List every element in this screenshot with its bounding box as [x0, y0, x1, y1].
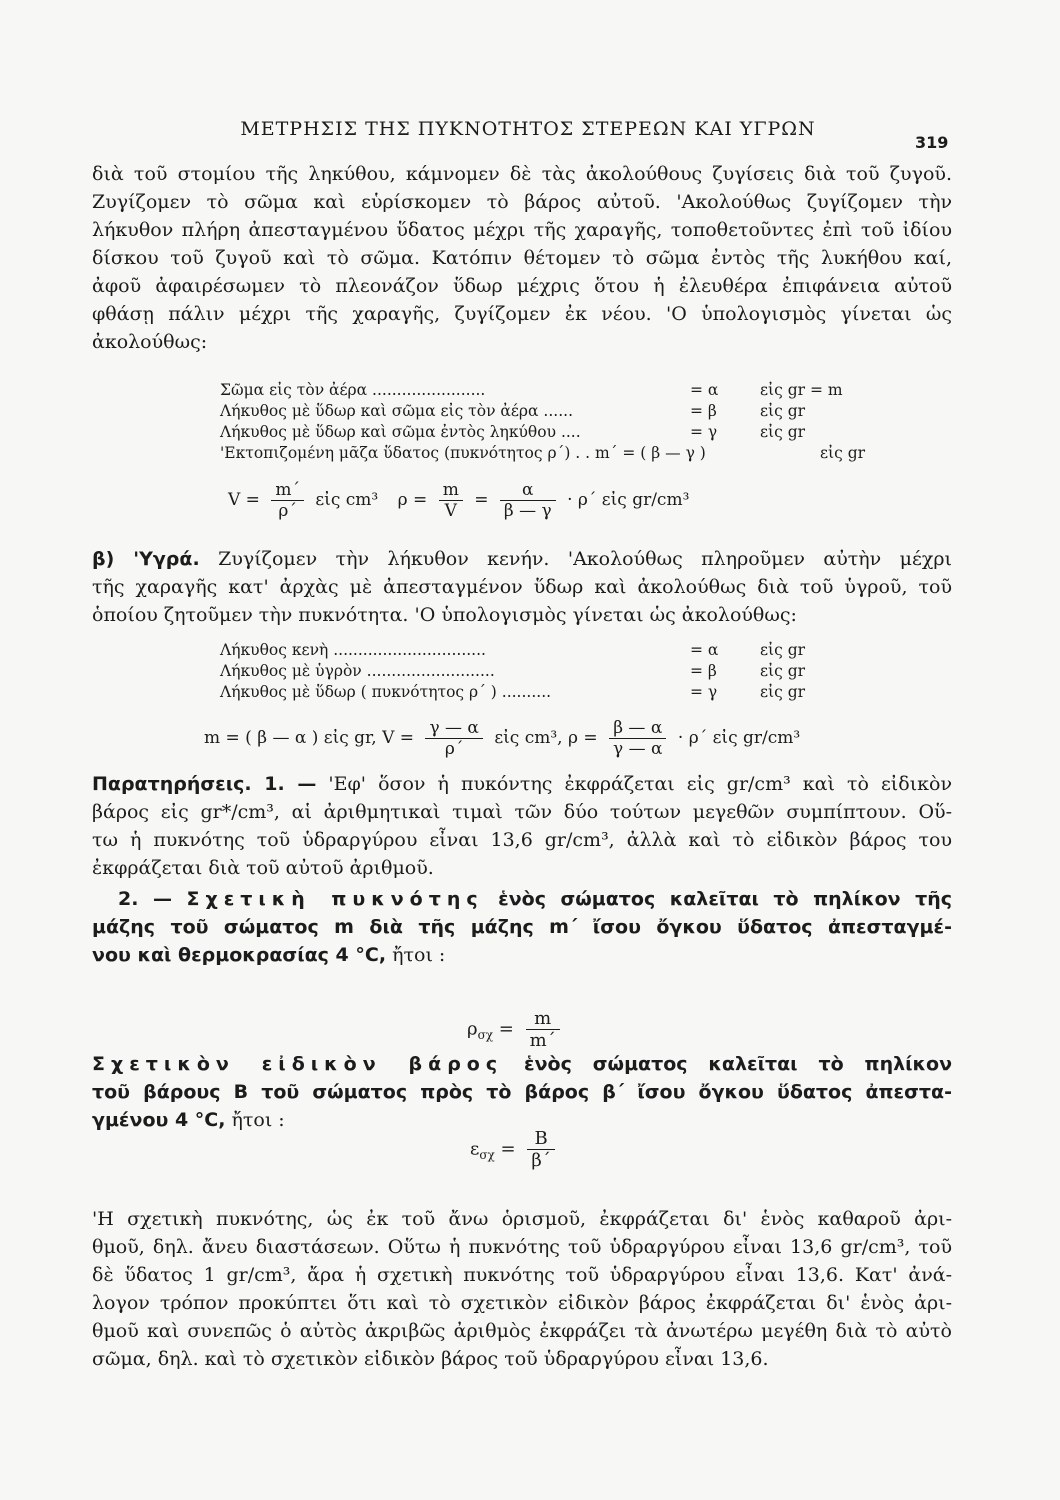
text-line: γμένου 4 °C, ἤτοι :	[92, 1109, 285, 1131]
text-line: Παρατηρήσεις. 1. — 'Εφ' ὅσον ἡ πυκόντης ἐκφράζεται εἰς gr/cm³ καὶ τὸ εἰδικὸν	[92, 773, 953, 795]
paragraph-procedure-solids	[92, 160, 952, 356]
list-item: Λήκυθος μὲ ὕδωρ καὶ σῶμα ἐντὸς ληκύθου .... = γ εἰς gr	[220, 423, 806, 441]
text-line: ἀφοῦ ἀφαιρέσωμεν τὸ πλεονάζον ὕδωρ μέχρις ὅτου ἡ ἐλευθέρα ἐπιφάνεια αὐτοῦ	[92, 275, 952, 297]
fraction: $\frac{\beta — \alpha}{\gamma — \alpha}$	[609, 718, 666, 759]
text-line: Ζυγίζομεν τὸ σῶμα καὶ εὑρίσκομεν τὸ βάρος αὐτοῦ. 'Ακολούθως ζυγίζομεν τὴν	[92, 191, 952, 213]
text-line: θμοῦ, δηλ. ἄνευ διαστάσεων. Οὕτω ἡ πυκνότης τοῦ ὑδραργύρου εἶναι 13,6 gr/cm³, τοῦ	[92, 1236, 952, 1258]
list-item: Λήκυθος κενὴ ............................... = α εἰς gr	[220, 641, 806, 659]
fraction: $\frac{m΄}{\rho΄}$	[271, 480, 304, 521]
formula-relative-density: $\rho_{\sigma\chi}$ = $\frac{m}{m΄}$	[467, 1008, 566, 1051]
text-line: φθάσῃ πάλιν μέχρι τῆς χαραγῆς, ζυγίζομεν ἐκ νέου. 'Ο ὑπολογισμὸς γίνεται ὡς	[92, 303, 952, 325]
text-line: 'Η σχετικὴ πυκνότης, ὡς ἐκ τοῦ ἄνω ὁρισμοῦ, ἐκφράζεται δι' ἑνὸς καθαροῦ ἀρι-	[92, 1208, 952, 1230]
weighing-list-liquids	[220, 640, 880, 703]
text-line: μάζης τοῦ σώματος m διὰ τῆς μάζης m΄ ἴσου ὄγκου ὕδατος ἀπεσταγμέ-	[92, 916, 952, 938]
text-line: λήκυθον πλήρη ἀπεσταγμένου ὕδατος μέχρι τῆς χαραγῆς, τοποθετοῦντες ἐπὶ τοῦ ἰδίου	[92, 219, 952, 241]
paragraph-conclusion	[92, 1205, 952, 1373]
text-line: Σχετικὸν εἰδικὸν βάρος ἑνὸς σώματος καλεῖται τὸ πηλίκον	[92, 1053, 953, 1075]
formula-volume-density-solid: V = $\frac{m΄}{\rho΄}$ εἰς cm³ ρ = $\frac{m}{V}$ = $\frac{\alpha}{\beta — \gamma}$ · ρ΄ εἰς gr/cm³	[228, 480, 690, 521]
text-line: β) 'Υγρά. Ζυγίζομεν τὴν λήκυθον κενήν. 'Ακολούθως πληροῦμεν αὐτὴν μέχρι	[92, 548, 952, 570]
list-item: Λήκυθος μὲ ὕδωρ ( πυκνότητος ρ΄ ) .......... = γ εἰς gr	[220, 683, 806, 701]
section-heading: β) 'Υγρά.	[92, 548, 200, 570]
text-line: σῶμα, δηλ. καὶ τὸ σχετικὸν εἰδικὸν βάρος τοῦ ὑδραργύρου εἶναι 13,6.	[92, 1348, 769, 1370]
paragraph-relative-specific-weight-definition	[92, 1050, 952, 1134]
text-line: ὁποίου ζητοῦμεν τὴν πυκνότητα. 'Ο ὑπολογισμὸς γίνεται ὡς ἀκολούθως:	[92, 604, 797, 626]
text-line: τοῦ βάρους B τοῦ σώματος πρὸς τὸ βάρος β΄ ἴσου ὄγκου ὕδατος ἀπεστα-	[92, 1081, 952, 1103]
text-line: νου καὶ θερμοκρασίας 4 °C, ἤτοι :	[92, 944, 446, 966]
text-line: ἐκφράζεται διὰ τοῦ αὐτοῦ ἀριθμοῦ.	[92, 857, 434, 879]
text-line: 2. — Σχετικὴ πυκνότης ἑνὸς σώματος καλεῖται τὸ πηλίκον τῆς	[118, 888, 952, 910]
text-line: λογον τρόπον προκύπτει ὅτι καὶ τὸ σχετικὸν εἰδικὸν βάρος ἐκφράζεται δι' ἑνὸς ἀρι-	[92, 1292, 952, 1314]
defined-term: Σχετικὸν εἰδικὸν βάρος	[92, 1053, 504, 1075]
text-line: βάρος εἰς gr*/cm³, αἱ ἀριθμητικαὶ τιμαὶ τῶν δύο τούτων μεγεθῶν συμπίπτουν. Οὕ-	[92, 801, 952, 823]
list-item: 'Εκτοπιζομένη μᾶζα ὕδατος (πυκνότητος ρ΄) . . m΄ = ( β — γ ) εἰς gr	[220, 444, 866, 462]
list-item: Σῶμα εἰς τὸν ἀέρα ....................... = α εἰς gr = m	[220, 381, 843, 399]
defined-term: Σχετικὴ πυκνότης	[186, 888, 484, 910]
text-line: τῆς χαραγῆς κατ' ἀρχὰς μὲ ἀπεσταγμένον ὕδωρ καὶ ἀκολούθως διὰ τοῦ ὑγροῦ, τοῦ	[92, 576, 952, 598]
fraction: $\frac{\gamma — \alpha}{\rho΄}$	[425, 718, 482, 759]
running-header: ΜΕΤΡΗΣΙΣ ΤΗΣ ΠΥΚΝΟΤΗΤΟΣ ΣΤΕΡΕΩΝ ΚΑΙ ΥΓΡΩΝ	[240, 118, 816, 140]
text-line: διὰ τοῦ στομίου τῆς ληκύθου, κάμνομεν δὲ τὰς ἀκολούθους ζυγίσεις διὰ τοῦ ζυγοῦ.	[92, 163, 952, 185]
fraction: $\frac{B}{\beta΄}$	[527, 1128, 554, 1171]
list-item: Λήκυθος μὲ ὑγρὸν .......................... = β εἰς gr	[220, 662, 806, 680]
paragraph-procedure-liquids	[92, 545, 952, 629]
formula-volume-density-liquid: m = ( β — α ) εἰς gr, V = $\frac{\gamma — \alpha}{\rho΄}$ εἰς cm³, ρ = $\frac{\beta — \alpha}{\gamma — \alpha}$ · ρ΄ εἰς gr/cm³	[204, 718, 801, 759]
section-heading: Παρατηρήσεις. 1. —	[92, 773, 317, 795]
fraction: $\frac{\alpha}{\beta — \gamma}$	[500, 480, 556, 521]
formula-relative-specific-weight: $\varepsilon_{\sigma\chi}$ = $\frac{B}{\beta΄}$	[470, 1128, 561, 1171]
list-item: Λήκυθος μὲ ὕδωρ καὶ σῶμα εἰς τὸν ἀέρα ...... = β εἰς gr	[220, 402, 806, 420]
paragraph-relative-density-definition	[92, 885, 952, 969]
text-line: ἀκολούθως:	[92, 331, 208, 353]
weighing-list-solids	[220, 380, 880, 464]
text-line: τω ἡ πυκνότης τοῦ ὑδραργύρου εἶναι 13,6 gr/cm³, ἀλλὰ καὶ τὸ εἰδικὸν βάρος του	[92, 829, 952, 851]
fraction: $\frac{m}{m΄}$	[526, 1008, 560, 1051]
text-line: δίσκου τοῦ ζυγοῦ καὶ τὸ σῶμα. Κατόπιν θέτομεν τὸ σῶμα ἐντὸς τῆς λυκήθου καί,	[92, 247, 952, 269]
paragraph-observations	[92, 770, 952, 882]
page-number: 319	[915, 133, 949, 152]
fraction: $\frac{m}{V}$	[439, 480, 463, 521]
text-line: θμοῦ καὶ συνεπῶς ὁ αὐτὸς ἀκριβῶς ἀριθμὸς ἐκφράζει τὰ ἀνωτέρω μεγέθη διὰ τὸ αὐτὸ	[92, 1320, 952, 1342]
text-line: δὲ ὕδατος 1 gr/cm³, ἄρα ἡ σχετικὴ πυκνότης τοῦ ὑδραργύρου εἶναι 13,6. Κατ' ἀνά-	[92, 1264, 952, 1286]
